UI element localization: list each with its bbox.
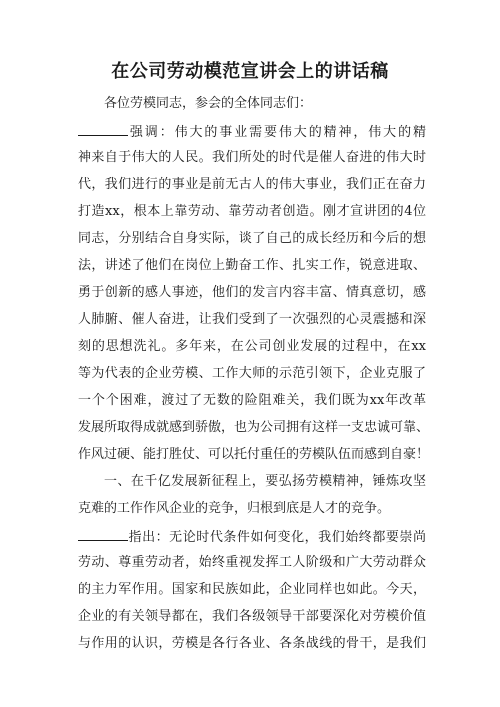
name-blank <box>78 122 128 136</box>
document-title: 在公司劳动模范宣讲会上的讲话稿 <box>111 61 389 82</box>
paragraph-line: 指出：无论时代条件如何变化，我们始终都要崇尚 <box>78 527 426 547</box>
paragraph-line: 打造xx，根本上靠劳动、靠劳动者创造。刚才宣讲团的4位 <box>78 204 426 219</box>
paragraph-line: 发展所取得成就感到骄傲，也为公司拥有这样一支忠诚可靠、 <box>78 420 430 435</box>
paragraph-line: 克难的工作作风企业的竞争，归根到底是人才的竞争。 <box>78 501 391 516</box>
paragraph-line: 同志，分别结合自身实际，谈了自己的成长经历和今后的想 <box>78 231 426 246</box>
paragraph-line: 劳动、尊重劳动者，始终重视发挥工人阶级和广大劳动群众 <box>78 555 426 570</box>
paragraph-line: 人肺腑、催人奋进，让我们受到了一次强烈的心灵震撼和深 <box>78 312 426 327</box>
paragraph-line: 与作用的认识，劳模是各行各业、各条战线的骨干，是我们 <box>78 636 426 651</box>
paragraph-line: 一个个困难，渡过了无数的险阻难关，我们既为xx年改革 <box>78 393 426 408</box>
paragraph-line: 代，我们进行的事业是前无古人的伟大事业，我们正在奋力 <box>78 177 426 192</box>
paragraph-line: 作风过硬、能打胜仗、可以托付重任的劳模队伍而感到自豪！ <box>78 447 430 462</box>
section-heading-line: 一、在千亿发展新征程上，要弘扬劳模精神，锤炼攻坚 <box>104 474 426 489</box>
paragraph-line: 的主力军作用。国家和民族如此，企业同样也如此。今天， <box>78 582 426 597</box>
name-blank <box>78 527 128 541</box>
paragraph-line: 法，讲述了他们在岗位上勤奋工作、扎实工作，锐意进取、 <box>78 258 426 273</box>
salutation: 各位劳模同志，参会的全体同志们： <box>104 96 313 111</box>
paragraph-line: 强调：伟大的事业需要伟大的精神，伟大的精 <box>78 122 426 142</box>
paragraph-line: 等为代表的企业劳模、工作大师的示范引领下，企业克服了 <box>78 366 426 381</box>
paragraph-line: 勇于创新的感人事迹，他们的发言内容丰富、情真意切，感 <box>78 285 426 300</box>
paragraph-line: 神来自于伟大的人民。我们所处的时代是催人奋进的伟大时 <box>78 150 426 165</box>
paragraph-line: 刻的思想洗礼。多年来，在公司创业发展的过程中，在xx <box>78 339 426 354</box>
paragraph-line: 企业的有关领导都在，我们各级领导干部要深化对劳模价值 <box>78 609 426 624</box>
